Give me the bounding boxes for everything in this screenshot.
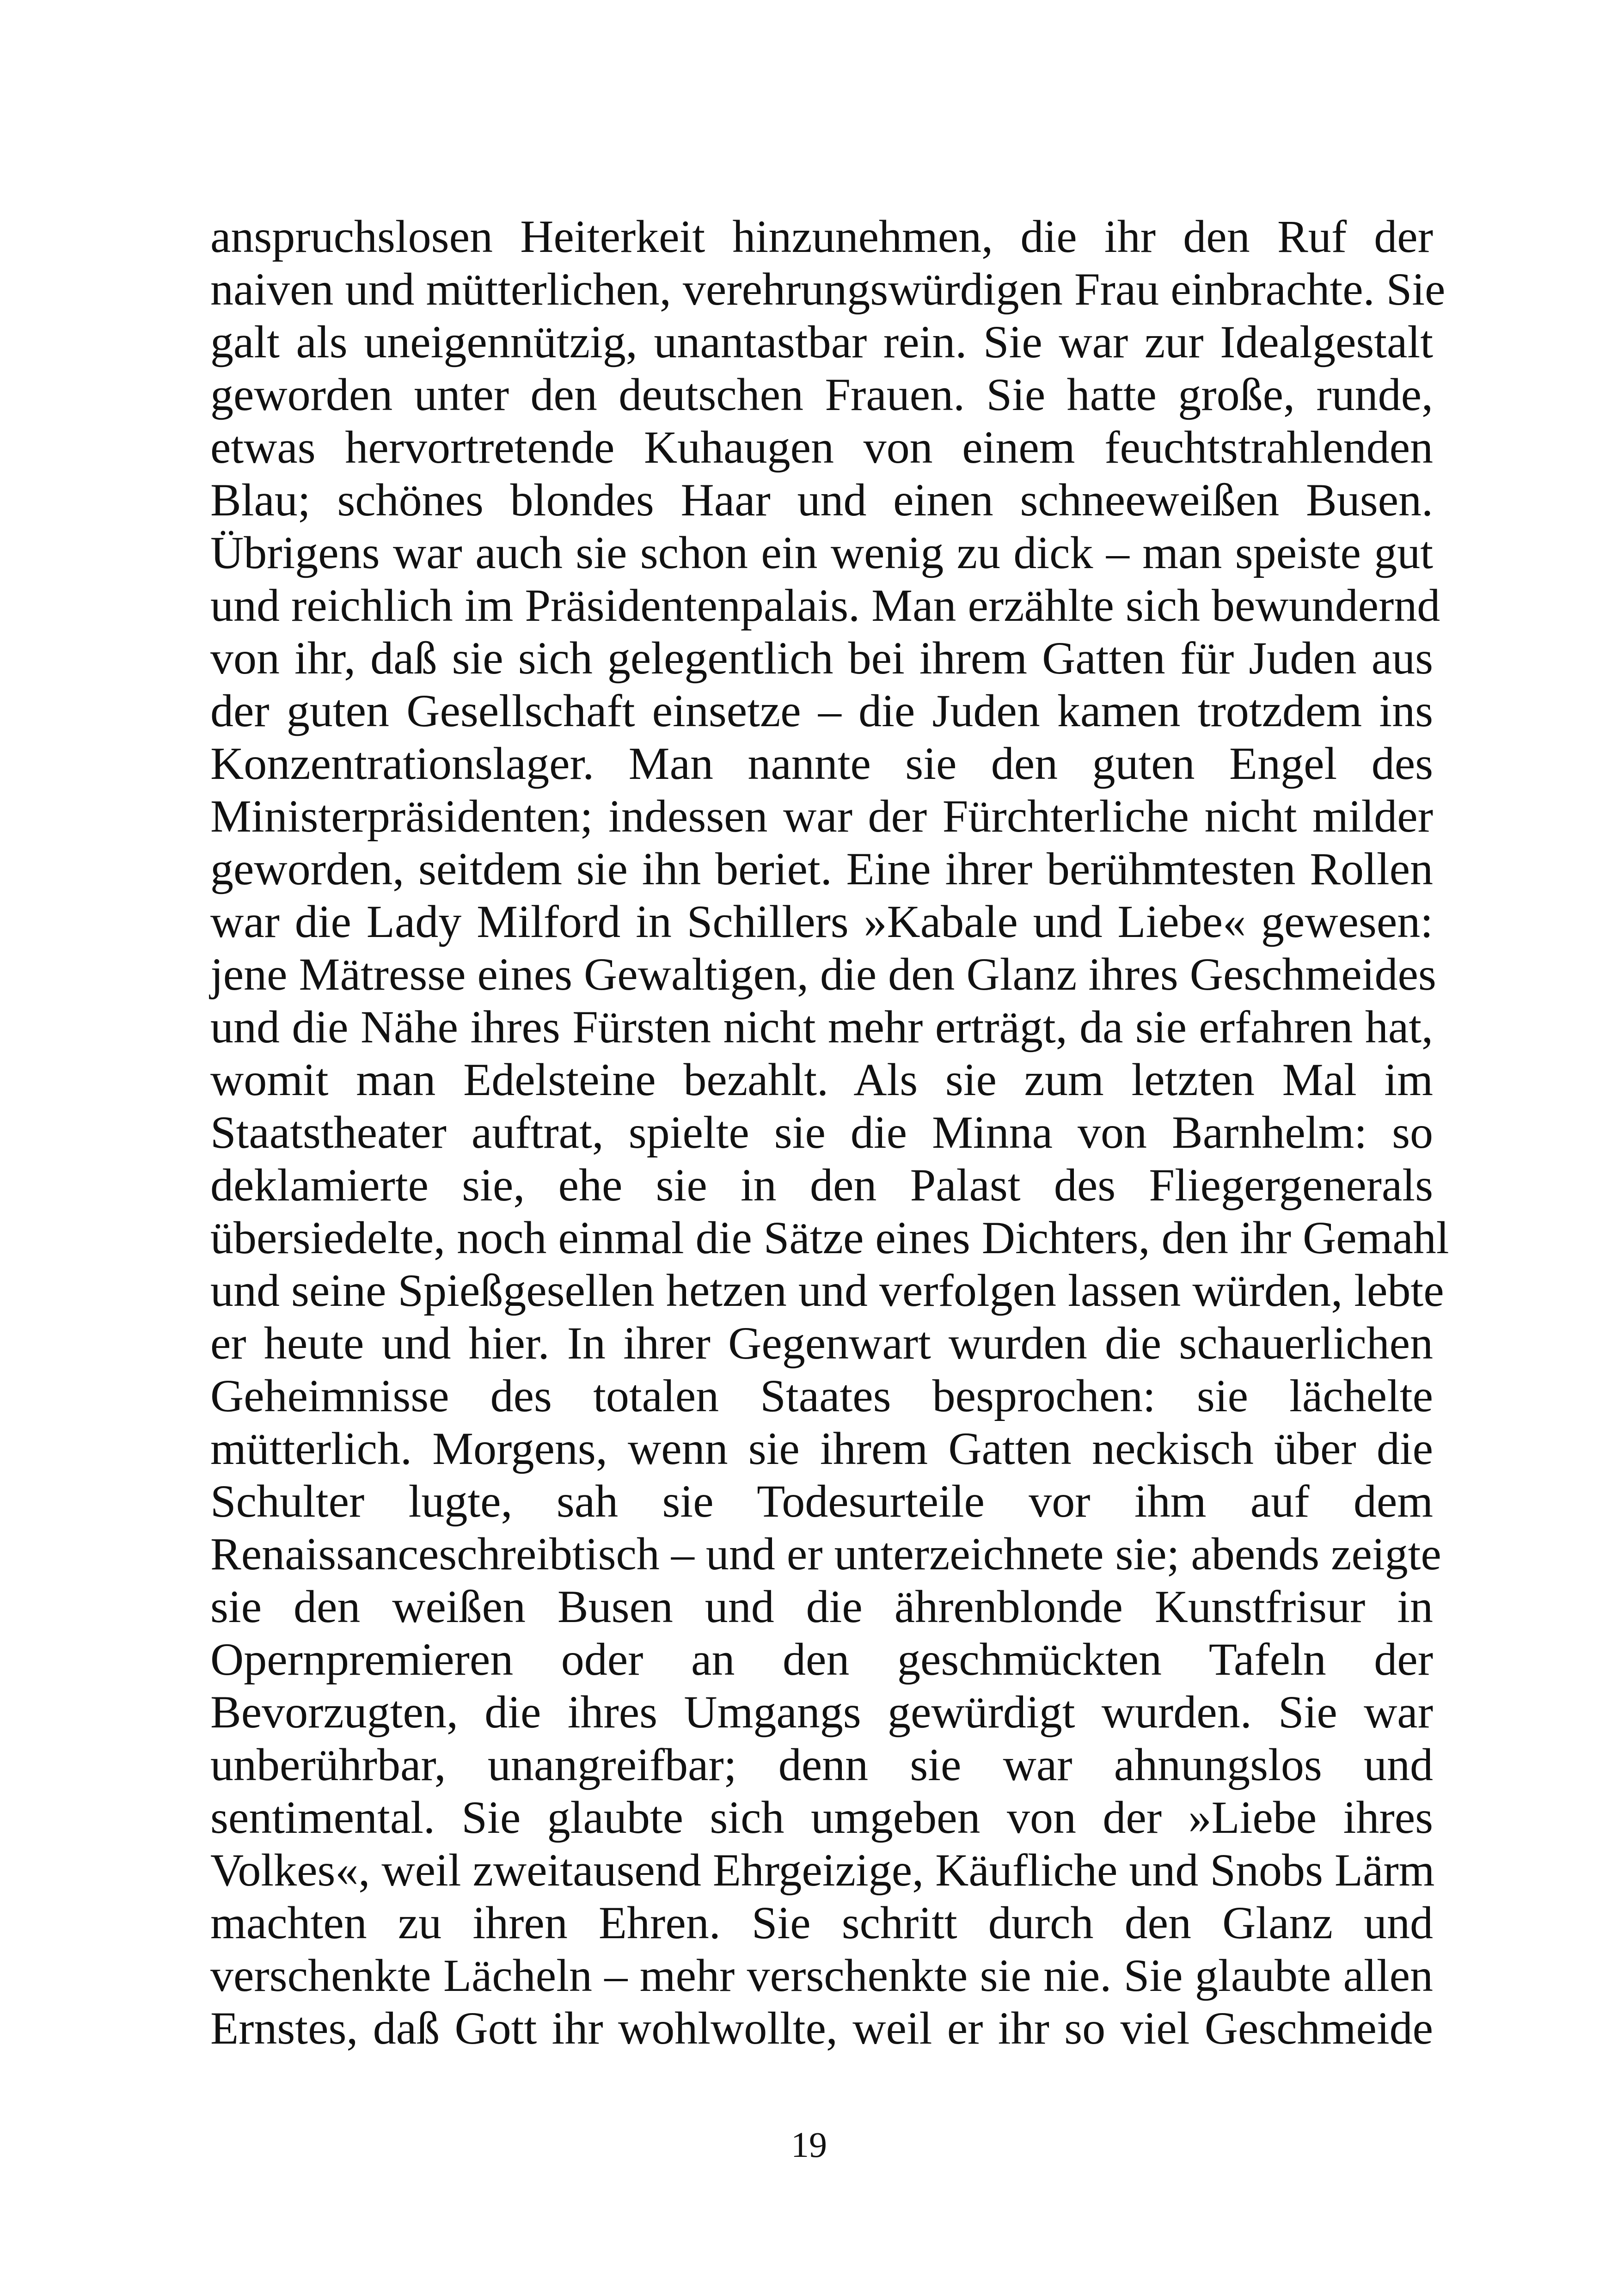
text-line-23: Geheimnisse des totalen Staates besprochen: sie lächelte [210, 1370, 1433, 1421]
page-number: 19 [791, 2125, 827, 2165]
text-line-8: und reichlich im Präsidentenpalais. Man erzählte sich bewundernd [210, 580, 1440, 631]
text-line-20: übersiedelte, noch einmal die Sätze eines Dichters, den ihr Gemahl [210, 1212, 1449, 1263]
text-line-27: sie den weißen Busen und die ährenblonde Kunstfrisur in [210, 1581, 1433, 1632]
text-line-26: Renaissanceschreibtisch – und er unterzeichnete sie; abends zeigte [210, 1528, 1441, 1580]
text-line-11: Konzentrationslager. Man nannte sie den guten Engel des [210, 738, 1433, 789]
text-line-10: der guten Gesellschaft einsetze – die Juden kamen trotzdem ins [210, 685, 1433, 736]
text-line-13: geworden, seitdem sie ihn beriet. Eine ihrer berühmtesten Rollen [210, 843, 1433, 894]
text-line-6: Blau; schönes blondes Haar und einen schneeweißen Busen. [210, 474, 1433, 526]
text-line-9: von ihr, daß sie sich gelegentlich bei ihrem Gatten für Juden aus [210, 632, 1433, 684]
text-line-7: Übrigens war auch sie schon ein wenig zu dick – man speiste gut [210, 527, 1433, 578]
text-line-24: mütterlich. Morgens, wenn sie ihrem Gatten neckisch über die [210, 1423, 1433, 1474]
text-line-16: und die Nähe ihres Fürsten nicht mehr erträgt, da sie erfahren hat, [210, 1001, 1433, 1053]
text-line-21: und seine Spießgesellen hetzen und verfolgen lassen würden, lebte [210, 1265, 1444, 1316]
text-line-31: sentimental. Sie glaubte sich umgeben von der »Liebe ihres [210, 1792, 1433, 1843]
text-line-15: jene Mätresse eines Gewaltigen, die den Glanz ihres Geschmeides [210, 949, 1436, 1000]
text-line-33: machten zu ihren Ehren. Sie schritt durch den Glanz und [210, 1897, 1433, 1948]
text-line-18: Staatstheater auftrat, spielte sie die Minna von Barnhelm: so [210, 1107, 1433, 1158]
text-line-29: Bevorzugten, die ihres Umgangs gewürdigt wurden. Sie war [210, 1686, 1433, 1738]
text-line-19: deklamierte sie, ehe sie in den Palast des Fliegergenerals [210, 1159, 1433, 1211]
text-line-4: geworden unter den deutschen Frauen. Sie hatte große, runde, [210, 369, 1433, 420]
text-line-1: anspruchslosen Heiterkeit hinzunehmen, die ihr den Ruf der [210, 211, 1433, 262]
text-line-32: Volkes«, weil zweitausend Ehrgeizige, Käufliche und Snobs Lärm [210, 1844, 1435, 1896]
text-line-22: er heute und hier. In ihrer Gegenwart wurden die schauerlichen [210, 1317, 1433, 1369]
text-line-3: galt als uneigennützig, unantastbar rein. Sie war zur Idealgestalt [210, 316, 1433, 367]
text-line-30: unberührbar, unangreifbar; denn sie war ahnungslos und [210, 1739, 1433, 1790]
text-line-14: war die Lady Milford in Schillers »Kabale und Liebe« gewesen: [210, 896, 1433, 947]
text-line-28: Opernpremieren oder an den geschmückten Tafeln der [210, 1634, 1433, 1685]
text-line-25: Schulter lugte, sah sie Todesurteile vor ihm auf dem [210, 1476, 1433, 1527]
text-line-34: verschenkte Lächeln – mehr verschenkte sie nie. Sie glaubte allen [210, 1950, 1433, 2001]
text-line-35: Ernstes, daß Gott ihr wohlwollte, weil er ihr so viel Geschmeide [210, 2002, 1433, 2054]
text-line-2: naiven und mütterlichen, verehrungswürdigen Frau einbrachte. Sie [210, 263, 1446, 315]
text-line-17: womit man Edelsteine bezahlt. Als sie zum letzten Mal im [210, 1054, 1433, 1105]
text-line-12: Ministerpräsidenten; indessen war der Fürchterliche nicht milder [210, 790, 1433, 842]
body-text [210, 210, 1449, 2055]
text-line-5: etwas hervortretende Kuhaugen von einem feuchtstrahlenden [210, 422, 1433, 473]
